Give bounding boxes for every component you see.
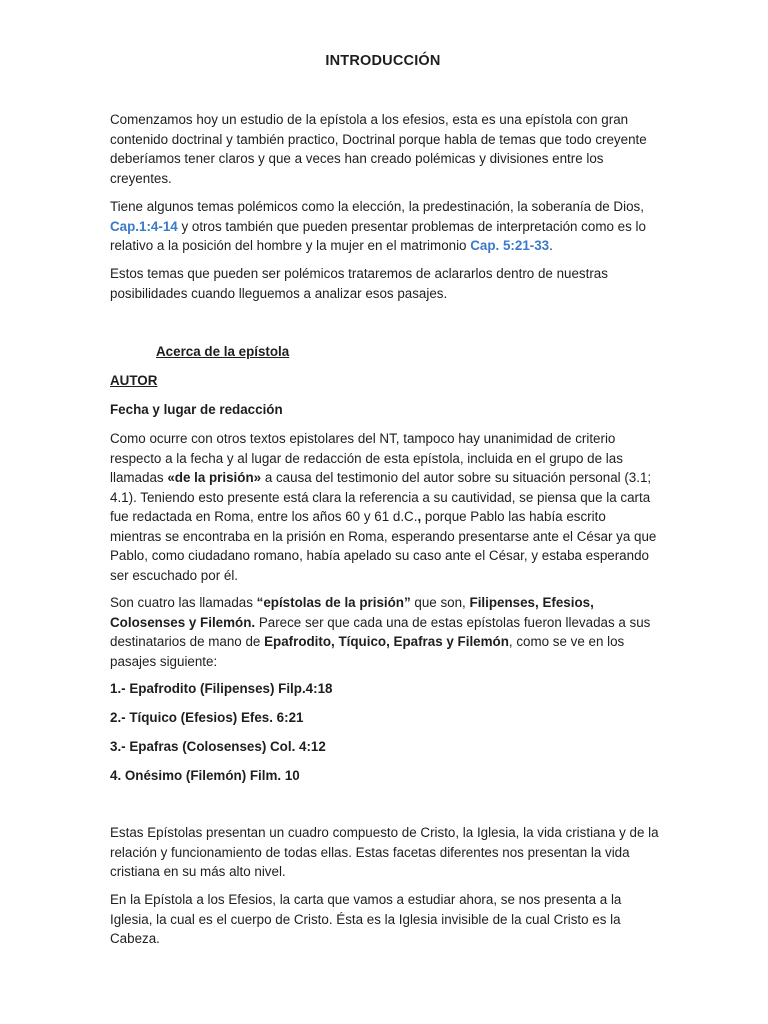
bold-span: , [417,509,422,524]
heading-text: Acerca de la epístola [156,344,290,359]
text-span: porque Pablo las había escrito mientras se encontraba en la prisión en Roma, esperando presentarse ante el César ya que Pablo, como ciudadano romano, había apelado su caso ante el César, y estaba esperando ser escuchado por él. [110,509,657,583]
bold-span: “epístolas de la prisión” [256,595,411,610]
scripture-ref-cap1: Cap.1:4-14 [110,218,178,234]
closing-paragraph-7: En la Epístola a los Efesios, la carta que vamos a estudiar ahora, se nos presenta a la Iglesia, la cual es el cuerpo de Cristo. Ésta es la Iglesia invisible de la cual Cristo es la Cabeza. [110,892,622,946]
text-span: Tiene algunos temas polémicos como la elección, la predestinación, la soberanía de Dios, [110,199,644,214]
text-span: Parece ser que cada una de estas epístolas fueron llevadas a sus destinatarios de mano de [110,614,651,649]
bold-span: «de la prisión» [167,470,262,485]
bold-span: Filipenses, Efesios, Colosenses y Filemón. [110,595,594,630]
list-item: 1.- Epafrodito (Filipenses) Filp.4:18 [110,681,333,696]
text-span: , como se ve en los pasajes siguiente: [110,634,625,669]
text-span: que son, [410,595,470,610]
intro-paragraph-2 [110,197,660,256]
section-heading-date-place: Fecha y lugar de redacción [110,402,283,417]
section-heading-author [110,371,660,391]
bold-span: Epafrodito, Tíquico, Epafras y Filemón [264,634,509,649]
list-item: 3.- Epafras (Colosenses) Col. 4:12 [110,739,326,754]
section-heading-about [156,342,289,362]
body-paragraph-4 [110,429,660,585]
intro-paragraph-3: Estos temas que pueden ser polémicos trataremos de aclararlos dentro de nuestras posibilidades cuando lleguemos a analizar esos pasajes. [110,266,608,301]
body-paragraph-5 [110,593,660,671]
closing-paragraph-6: Estas Epístolas presentan un cuadro compuesto de Cristo, la Iglesia, la vida cristiana y de la relación y funcionamiento de todas ellas. Estas facetas diferentes nos presentan la vida cristiana en su más alto nivel. [110,825,659,879]
heading-text: AUTOR [110,373,158,388]
scripture-ref-cap5: Cap. 5:21-33 [470,238,550,253]
text-span: y otros también que pueden presentar problemas de interpretación como es lo relativo a la posición del hombre y la mujer en el matrimonio [110,218,646,253]
list-item: 4. Onésimo (Filemón) Film. 10 [110,768,300,783]
text-span: Son cuatro las llamadas [110,595,257,610]
text-span: Como ocurre con otros textos epistolares del NT, tampoco hay unanimidad de criterio respecto a la fecha y al lugar de redacción de esta epístola, incluida en el grupo de las llamadas [110,431,623,485]
intro-paragraph-1: Comenzamos hoy un estudio de la epístola a los efesios, esta es una epístola con gran contenido doctrinal y también practico, Doctrinal porque habla de temas que todo creyente deberíamos tener claros y que a veces han creado polémicas y divisiones entre los creyentes. [110,112,647,186]
text-span: a causa del testimonio del autor sobre su situación personal (3.1; 4.1). Teniendo esto presente está clara la referencia a su cautividad, se piensa que la carta fue redactada en Roma, entre los años 60 y 61 d.C. [110,470,652,524]
list-item: 2.- Tíquico (Efesios) Efes. 6:21 [110,710,304,725]
page-title: INTRODUCCIÓN [325,53,441,69]
text-span: . [549,238,553,253]
